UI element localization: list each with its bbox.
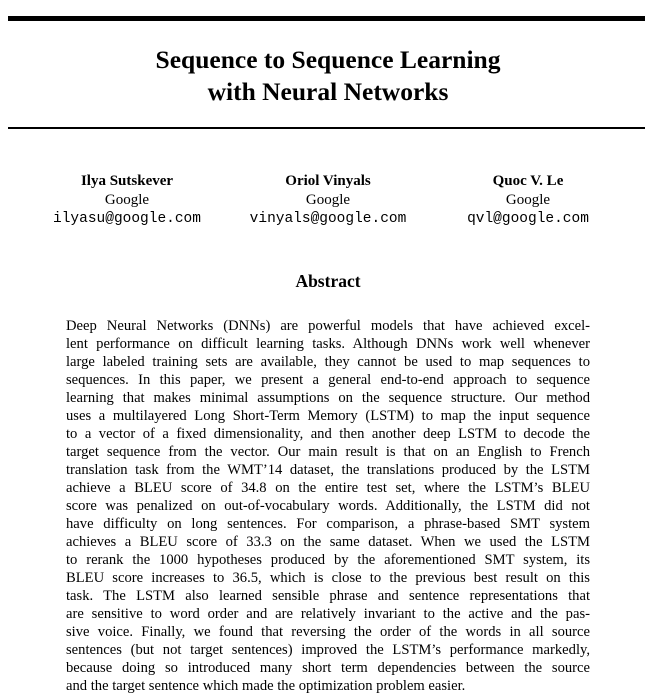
abstract-line: target sequence from the vector. Our main result is that on an English to French [66,444,590,460]
top-rule [8,16,645,21]
author-name: Quoc V. Le [492,173,564,189]
abstract-line: sentences (but not target sentences) improved the LSTM’s performance markedly, [66,642,590,658]
abstract-line: task. The LSTM also learned sensible phrase and sentence representations that [66,588,590,604]
author-email: vinyals@google.com [249,211,407,227]
abstract-line: to rerank the 1000 hypotheses produced by the aforementioned SMT system, its [66,552,590,568]
abstract-line: and the target sentence which made the optimization problem easier. [66,678,466,694]
abstract-line: achieves a BLEU score of 33.3 on the same dataset. When we used the LSTM [66,534,590,550]
author-block-sutskever [30,172,224,229]
abstract-line: Deep Neural Networks (DNNs) are powerful models that have achieved excel- [66,318,590,334]
abstract-line: translation task from the WMT’14 dataset, the translations produced by the LSTM [66,462,590,478]
title-line-2: with Neural Networks [207,77,449,106]
abstract-line: uses a multilayered Long Short-Term Memory (LSTM) to map the input sequence [66,408,590,424]
author-email: qvl@google.com [467,211,589,227]
abstract-body [66,317,590,695]
abstract-line: because doing so introduced many short term dependencies between the source [66,660,590,676]
author-affiliation: Google [505,192,551,208]
author-affiliation: Google [305,192,351,208]
abstract-line: to a vector of a fixed dimensionality, and then another deep LSTM to decode the [66,426,590,442]
abstract-heading: Abstract [295,271,361,291]
author-email: ilyasu@google.com [53,211,201,227]
abstract-line: are sensitive to word order and are relatively invariant to the active and the pas- [66,606,590,622]
abstract-line: large labeled training sets are available, they cannot be used to map sequences to [66,354,590,370]
author-name: Oriol Vinyals [285,173,371,189]
abstract-line: sequences. In this paper, we present a general end-to-end approach to sequence [66,372,590,388]
author-affiliation: Google [104,192,150,208]
paper-title [0,44,656,108]
author-block-vinyals [230,172,426,229]
abstract-line: sive voice. Finally, we found that reversing the order of the words in all source [66,624,590,640]
abstract-line: achieve a BLEU score of 34.8 on the entire test set, where the LSTM’s BLEU [66,480,590,496]
abstract-line: score was penalized on out-of-vocabulary words. Additionally, the LSTM did not [66,498,590,514]
title-line-1: Sequence to Sequence Learning [155,45,501,74]
author-name: Ilya Sutskever [80,173,174,189]
title-bottom-rule [8,127,645,129]
abstract-line: have difficulty on long sentences. For comparison, a phrase-based SMT system [66,516,590,532]
author-block-le [438,172,618,229]
abstract-line: lent performance on difficult learning tasks. Although DNNs work well whenever [66,336,590,352]
abstract-line: BLEU score increases to 36.5, which is close to the previous best result on this [66,570,590,586]
abstract-line: learning that makes minimal assumptions on the sequence structure. Our method [66,390,590,406]
